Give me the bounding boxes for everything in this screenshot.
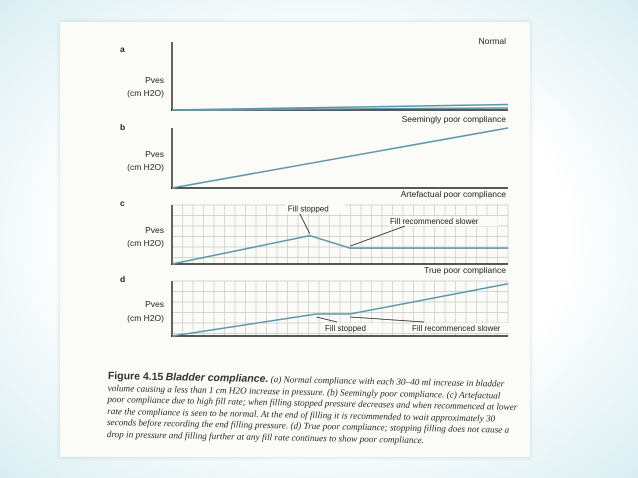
panel-letter: a: [120, 44, 125, 54]
annotation-label: Fill recommenced slower: [390, 217, 479, 226]
annotation-pointer: [316, 317, 337, 322]
y-axis-unit-label: (cm H2O): [127, 313, 164, 323]
annotation-label: Fill stopped: [325, 324, 366, 333]
panel-title: Seemingly poor compliance: [401, 114, 506, 124]
annotation-pointer: [350, 226, 405, 246]
figure-caption: [107, 371, 518, 448]
panel-letter: d: [120, 274, 126, 284]
chart-panel-a: [120, 36, 508, 111]
figure-page: [60, 22, 530, 457]
caption-figure-title: Bladder compliance.: [165, 371, 269, 386]
panel-letter: b: [120, 122, 126, 132]
y-axis-label: Pves: [145, 299, 164, 309]
series-line-1: [172, 128, 508, 188]
chart-panel-d: [120, 265, 520, 337]
chart-panel-b: [120, 114, 508, 189]
y-axis-unit-label: (cm H2O): [127, 88, 164, 98]
annotation-label: Fill stopped: [287, 204, 329, 214]
y-axis-unit-label: (cm H2O): [127, 162, 164, 172]
panel-title: Normal: [478, 36, 506, 46]
y-axis-label: Pves: [145, 75, 164, 85]
y-axis-label: Pves: [145, 149, 164, 159]
bladder-compliance-figure: [60, 22, 530, 362]
panel-title: True poor compliance: [424, 265, 506, 275]
panel-title: Artefactual poor compliance: [400, 189, 506, 199]
y-axis-unit-label: (cm H2O): [127, 238, 164, 248]
chart-panel-c: [120, 189, 508, 265]
caption-figure-label: Figure 4.15: [107, 370, 164, 384]
panel-letter: c: [120, 198, 125, 208]
y-axis-label: Pves: [145, 225, 164, 235]
annotation-label: Fill recommenced slower: [412, 324, 501, 333]
caption-text: (a) Normal compliance with each 30–40 ml increase in bladder volume causing a less than 1 cm H2O increase in pressure. (b) Seemingly poor compliance. (c) Artefactual poor compliance due to high fill rate; when filling stopped pressure decreases and when recommenced at lower rate the compliance is seen to be normal. At the end of filling it is recommended to wait approximately 30 seconds before recording the end filling pressure. (d) True poor compliance; stopping filling does not cause a drop in pressure and filling further at any fill rate continues to show poor compliance.: [106, 374, 518, 446]
